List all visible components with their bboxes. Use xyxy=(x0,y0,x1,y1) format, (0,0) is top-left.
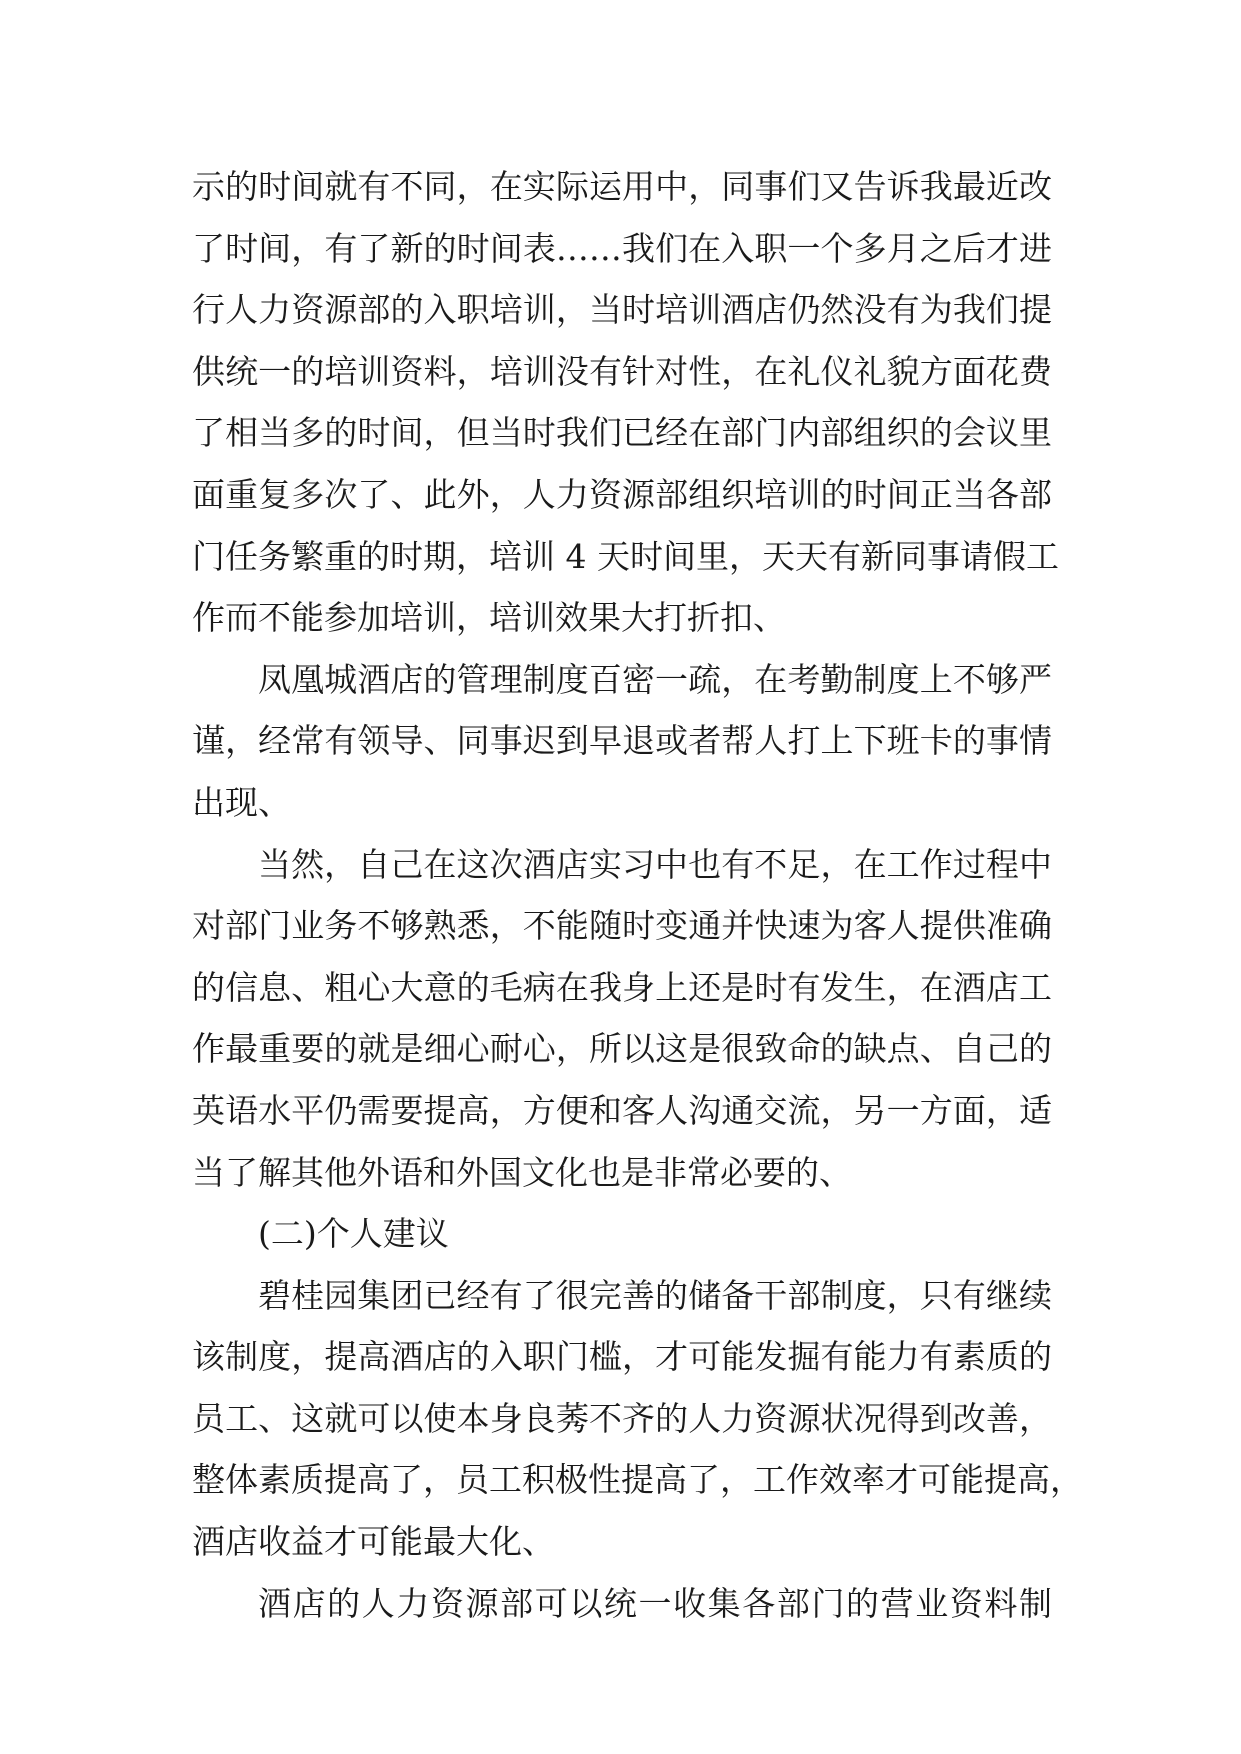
text-line: 员工、这就可以使本身良莠不齐的人力资源状况得到改善， xyxy=(192,1398,1052,1438)
text-line: 的信息、粗心大意的毛病在我身上还是时有发生，在酒店工 xyxy=(192,967,1052,1007)
text-line: 示的时间就有不同，在实际运用中，同事们又告诉我最近改 xyxy=(192,167,1052,206)
text-line: 酒店的人力资源部可以统一收集各部门的营业资料制 xyxy=(258,1583,1052,1623)
text-line: (二)个人建议 xyxy=(258,1214,449,1254)
text-line: 凤凰城酒店的管理制度百密一疏，在考勤制度上不够严 xyxy=(258,659,1052,699)
text-line: 该制度，提高酒店的入职门槛，才可能发掘有能力有素质的 xyxy=(192,1337,1052,1377)
text-line: 整体素质提高了，员工积极性提高了，工作效率才可能提高， xyxy=(192,1460,1083,1500)
text-line: 作最重要的就是细心耐心，所以这是很致命的缺点、自己的 xyxy=(192,1029,1052,1069)
text-line: 供统一的培训资料，培训没有针对性，在礼仪礼貌方面花费 xyxy=(192,351,1052,391)
text-line: 了时间，有了新的时间表……我们在入职一个多月之后才进 xyxy=(192,228,1052,268)
text-line: 行人力资源部的入职培训，当时培训酒店仍然没有为我们提 xyxy=(192,290,1052,330)
text-line: 谨，经常有领导、同事迟到早退或者帮人打上下班卡的事情 xyxy=(192,721,1052,761)
text-line: 对部门业务不够熟悉，不能随时变通并快速为客人提供准确 xyxy=(192,906,1052,946)
text-line: 碧桂园集团已经有了很完善的储备干部制度，只有继续 xyxy=(258,1275,1052,1315)
document-body xyxy=(192,156,1083,1634)
text-line: 门任务繁重的时期，培训 4 天时间里，天天有新同事请假工 xyxy=(192,536,1059,576)
text-line: 作而不能参加培训，培训效果大打折扣、 xyxy=(192,598,786,638)
text-line: 当然，自己在这次酒店实习中也有不足，在工作过程中 xyxy=(258,844,1052,884)
text-line: 面重复多次了、此外，人力资源部组织培训的时间正当各部 xyxy=(192,474,1052,514)
text-line: 了相当多的时间，但当时我们已经在部门内部组织的会议里 xyxy=(192,413,1052,453)
text-line: 英语水平仍需要提高，方便和客人沟通交流，另一方面，适 xyxy=(192,1090,1052,1130)
text-line: 酒店收益才可能最大化、 xyxy=(192,1522,555,1562)
text-line: 当了解其他外语和外国文化也是非常必要的、 xyxy=(192,1152,852,1192)
text-line: 出现、 xyxy=(192,782,291,822)
